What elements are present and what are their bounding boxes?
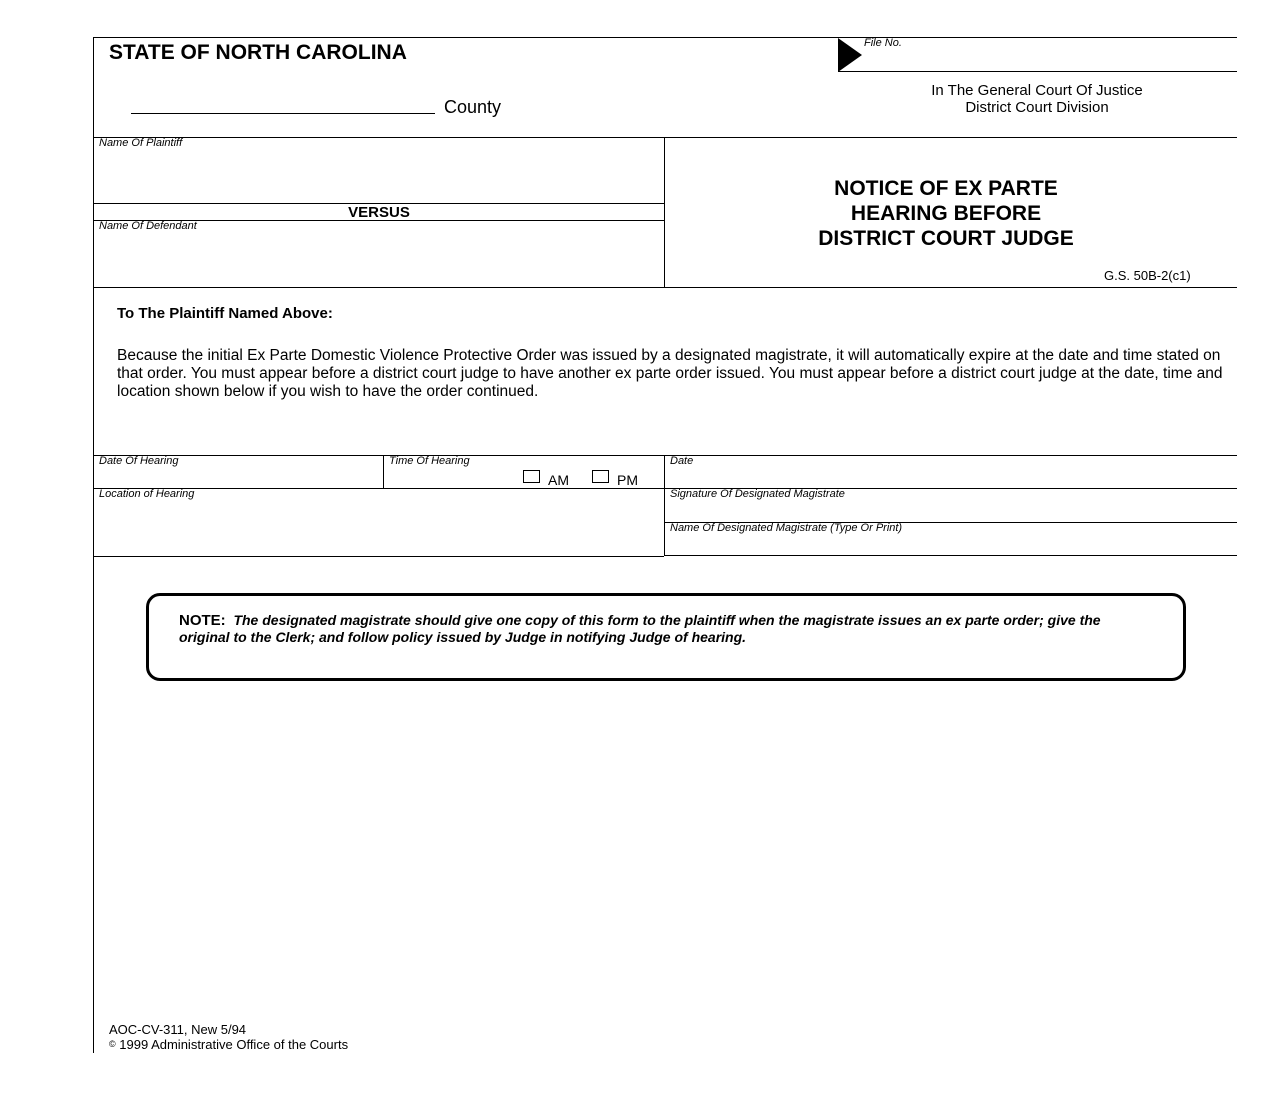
am-label: AM xyxy=(548,472,569,488)
form-top-border xyxy=(93,37,1237,38)
time-of-hearing-field[interactable] xyxy=(386,470,516,487)
file-no-label: File No. xyxy=(864,37,902,49)
copyright-line xyxy=(109,1037,348,1052)
statute-reference: G.S. 50B-2(c1) xyxy=(1104,268,1191,283)
note-text-block xyxy=(179,612,1154,646)
date-of-hearing-label: Date Of Hearing xyxy=(99,455,179,467)
pm-label: PM xyxy=(617,472,638,488)
caption-bottom-border xyxy=(93,287,1237,288)
court-name xyxy=(860,82,1214,116)
file-no-arrow-icon xyxy=(838,38,862,72)
copyright-text: 1999 Administrative Office of the Courts xyxy=(119,1037,349,1052)
county-label: County xyxy=(444,97,502,117)
copyright-symbol: © xyxy=(109,1039,116,1049)
form-title xyxy=(752,176,1140,251)
court-line-2: District Court Division xyxy=(965,99,1109,116)
title-line-1: NOTICE OF EX PARTE xyxy=(834,177,1058,200)
instructions-paragraph: Because the initial Ex Parte Domestic Violence Protective Order was issued by a designated magistrate, it will automatically expire at the date and time stated on that order. You must appear before a district court judge to have another ex parte order issued. You must appear before a district court judge at the date, time and location shown below if you wish to have the order continued. xyxy=(117,347,1223,400)
magistrate-name-field[interactable] xyxy=(667,537,1235,554)
parties-title-divider xyxy=(664,137,665,287)
date-field[interactable] xyxy=(667,470,1235,487)
date-label: Date xyxy=(670,455,694,467)
defendant-label: Name Of Defendant xyxy=(99,220,197,232)
note-heading: NOTE: xyxy=(179,612,226,629)
form-footer xyxy=(109,1022,348,1052)
fields-center-divider xyxy=(664,455,665,556)
pm-checkbox[interactable] xyxy=(592,470,609,483)
county-blank-line[interactable] xyxy=(131,113,435,114)
form-id: AOC-CV-311, New 5/94 xyxy=(109,1022,247,1037)
defendant-name-field[interactable] xyxy=(95,235,663,285)
location-field[interactable] xyxy=(95,503,663,554)
plaintiff-name-field[interactable] xyxy=(95,152,663,202)
court-line-1: In The General Court Of Justice xyxy=(931,82,1143,99)
fields-row-divider xyxy=(93,488,1237,489)
magistrate-bottom-border xyxy=(664,555,1237,556)
date-of-hearing-field[interactable] xyxy=(95,470,380,487)
addressee: To The Plaintiff Named Above: xyxy=(117,305,333,322)
am-checkbox[interactable] xyxy=(523,470,540,483)
signature-field[interactable] xyxy=(667,503,1235,521)
header-divider xyxy=(93,137,1237,138)
plaintiff-label: Name Of Plaintiff xyxy=(99,137,183,149)
magistrate-name-label: Name Of Designated Magistrate (Type Or Print) xyxy=(670,522,903,534)
title-line-3: DISTRICT COURT JUDGE xyxy=(818,227,1074,250)
time-of-hearing-label: Time Of Hearing xyxy=(389,455,470,467)
form-left-border xyxy=(93,37,94,1053)
title-line-2: HEARING BEFORE xyxy=(850,202,1042,225)
file-no-underline xyxy=(838,71,1237,72)
versus-label: VERSUS xyxy=(348,204,410,221)
state-name: STATE OF NORTH CAROLINA xyxy=(109,41,407,64)
signature-label: Signature Of Designated Magistrate xyxy=(670,488,845,500)
location-bottom-border xyxy=(93,556,664,557)
note-text: The designated magistrate should give one copy of this form to the plaintiff when the magistrate issues an ex parte order; give the original to the Clerk; and follow policy issued by Judge in notifying Judge of hearing. xyxy=(179,612,1101,645)
fields-top-border xyxy=(93,455,1237,456)
location-label: Location of Hearing xyxy=(99,488,195,500)
date-time-divider xyxy=(383,455,384,488)
